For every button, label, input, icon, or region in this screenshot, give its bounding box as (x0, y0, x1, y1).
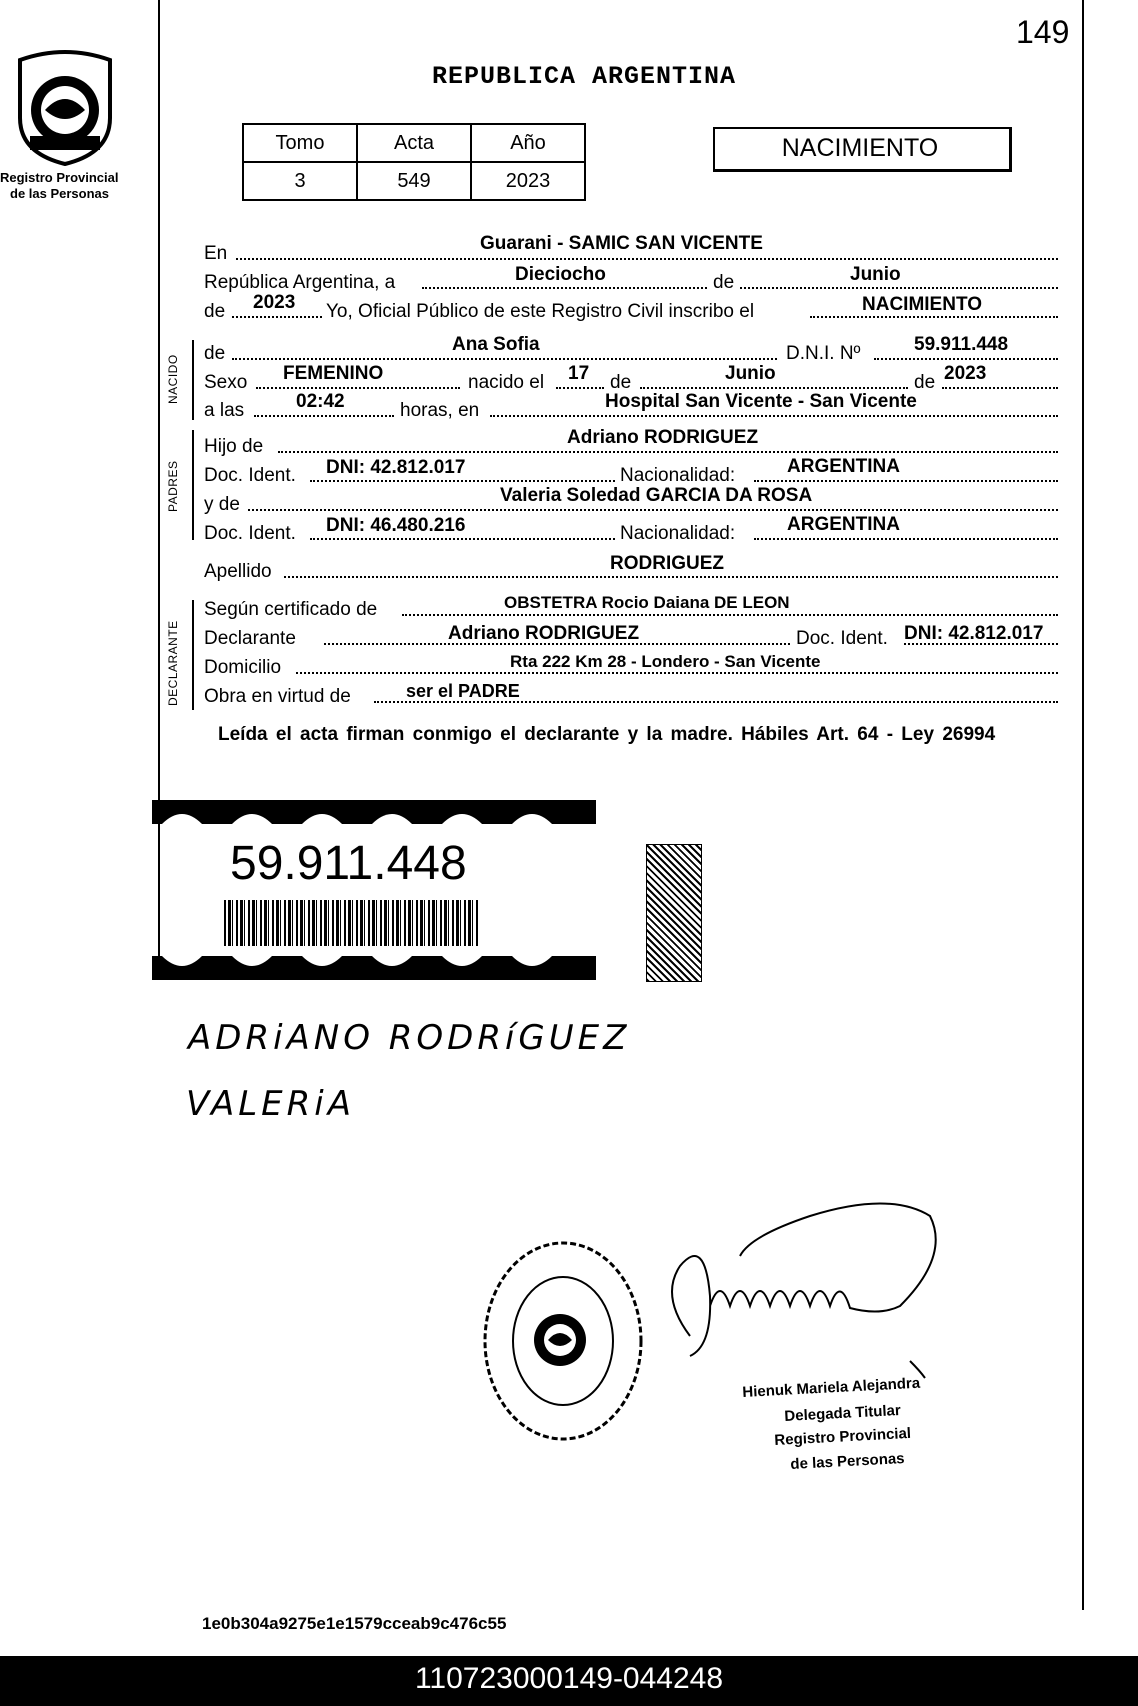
value-domicilio: Rta 222 Km 28 - Londero - San Vicente (510, 652, 821, 671)
label-obra: Obra en virtud de (204, 686, 351, 707)
value-father-name: Adriano RODRIGUEZ (567, 427, 759, 448)
label-de-year2: de (914, 372, 936, 393)
dots (310, 480, 615, 482)
value-child-name: Ana Sofia (452, 334, 540, 355)
page-number: 149 (1016, 14, 1070, 50)
table-value-anio: 2023 (471, 162, 585, 200)
dots (278, 451, 1058, 453)
section-label-padres: PADRES (166, 460, 180, 512)
official-stamp (478, 1236, 648, 1446)
dots (874, 358, 1058, 360)
dots (810, 316, 1058, 318)
value-mother-name: Valeria Soledad GARCIA DA ROSA (500, 485, 813, 506)
dots (904, 643, 1058, 645)
table-header-acta: Acta (357, 124, 471, 162)
dots (942, 387, 1058, 389)
logo-caption-1: Registro Provincial (0, 170, 119, 185)
label-doc-father: Doc. Ident. (204, 465, 296, 486)
value-father-nat: ARGENTINA (787, 456, 900, 477)
label-de-month: de (610, 372, 632, 393)
stamp-seal-icon (478, 1236, 648, 1446)
table-value-acta: 549 (357, 162, 471, 200)
section-label-declarante: DECLARANTE (166, 620, 180, 706)
label-de-year: de (204, 301, 226, 322)
value-declarante-doc: DNI: 42.812.017 (904, 623, 1044, 644)
dots (556, 387, 604, 389)
handwritten-father-name: ADRiANO RODRíGUEZ (188, 1018, 631, 1058)
dots (490, 415, 1058, 417)
value-birth-month: Junio (725, 363, 776, 384)
handwritten-mother-name: VALERiA (186, 1084, 355, 1124)
label-de: de (713, 272, 735, 293)
signature (650, 1196, 1000, 1406)
value-child-dni: 59.911.448 (914, 334, 1009, 355)
value-birth-day: 17 (568, 363, 590, 384)
label-doc-mother: Doc. Ident. (204, 523, 296, 544)
table-value-tomo: 3 (243, 162, 357, 200)
value-father-doc: DNI: 42.812.017 (326, 457, 466, 478)
value-year: 2023 (253, 292, 296, 313)
section-bar-declarante (192, 600, 194, 710)
shield-seal-icon (10, 48, 120, 166)
dots (422, 287, 707, 289)
value-day-words: Dieciocho (515, 264, 606, 285)
signature-scribble-icon (650, 1196, 1000, 1406)
table-header-tomo: Tomo (243, 124, 357, 162)
record-table (242, 123, 586, 201)
dots (254, 415, 394, 417)
value-obra: ser el PADRE (406, 681, 520, 701)
label-oficial: Yo, Oficial Público de este Registro Civil inscribo el (326, 301, 755, 322)
label-certificado: Según certificado de (204, 599, 378, 620)
dots (740, 287, 1058, 289)
table-header-anio: Año (471, 124, 585, 162)
closing-text: Leída el acta firman conmigo el declarante y la madre. Hábiles Art. 64 - Ley 26994 (218, 724, 996, 745)
dots (236, 258, 1058, 260)
logo-caption-2: de las Personas (10, 186, 109, 201)
section-bar-nacido (192, 340, 194, 420)
dots (256, 387, 460, 389)
value-certificado: OBSTETRA Rocio Daiana DE LEON (504, 593, 790, 612)
official-org-1: Registro Provincial (774, 1424, 912, 1449)
hologram-seal (646, 844, 702, 982)
value-act-word: NACIMIENTO (862, 294, 982, 315)
province-logo (10, 48, 120, 166)
label-horas: horas, en (400, 400, 480, 421)
official-org-2: de las Personas (790, 1450, 905, 1473)
value-place: Guarani - SAMIC SAN VICENTE (480, 233, 763, 254)
dots (248, 509, 1058, 511)
dots (284, 576, 1058, 578)
dots (754, 480, 1058, 482)
value-declarante: Adriano RODRIGUEZ (448, 623, 640, 644)
label-de-name: de (204, 343, 226, 364)
label-dni: D.N.I. Nº (786, 343, 861, 364)
value-birth-place: Hospital San Vicente - San Vicente (605, 391, 917, 412)
dots (402, 614, 1058, 616)
dots (754, 538, 1058, 540)
barcode (224, 900, 480, 946)
dots (640, 387, 908, 389)
label-a-las: a las (204, 400, 245, 421)
dots (310, 538, 615, 540)
document-hash: 1e0b304a9275e1e1579cceab9c476c55 (202, 1614, 507, 1633)
label-republica: República Argentina, a (204, 272, 396, 293)
value-mother-nat: ARGENTINA (787, 514, 900, 535)
dni-sticker-number: 59.911.448 (230, 837, 467, 890)
right-margin-line (1082, 0, 1084, 1610)
footer-code: 110723000149-044248 (414, 1662, 724, 1695)
label-apellido: Apellido (204, 561, 272, 582)
official-name: Hienuk Mariela Alejandra (742, 1374, 921, 1401)
label-y-de: y de (204, 494, 240, 515)
label-en: En (204, 243, 228, 264)
section-label-nacido: NACIDO (166, 354, 180, 404)
dots (296, 672, 1058, 674)
value-birth-time: 02:42 (296, 391, 345, 412)
value-mother-doc: DNI: 46.480.216 (326, 515, 466, 536)
section-bar-padres (192, 430, 194, 540)
value-month: Junio (850, 264, 901, 285)
value-apellido: RODRIGUEZ (610, 553, 724, 574)
label-doc-declarante: Doc. Ident. (796, 628, 888, 649)
document-title: REPUBLICA ARGENTINA (432, 62, 737, 91)
act-type-label: NACIMIENTO (781, 134, 939, 162)
label-nac-father: Nacionalidad: (620, 465, 736, 486)
dots (232, 316, 322, 318)
label-declarante: Declarante (204, 628, 296, 649)
value-sexo: FEMENINO (283, 363, 384, 384)
label-nac-mother: Nacionalidad: (620, 523, 736, 544)
official-role: Delegada Titular (784, 1401, 902, 1425)
label-hijo-de: Hijo de (204, 436, 264, 457)
label-sexo: Sexo (204, 372, 248, 393)
dots (232, 358, 777, 360)
label-domicilio: Domicilio (204, 657, 282, 678)
label-nacido-el: nacido el (468, 372, 545, 393)
value-birth-year: 2023 (944, 363, 987, 384)
